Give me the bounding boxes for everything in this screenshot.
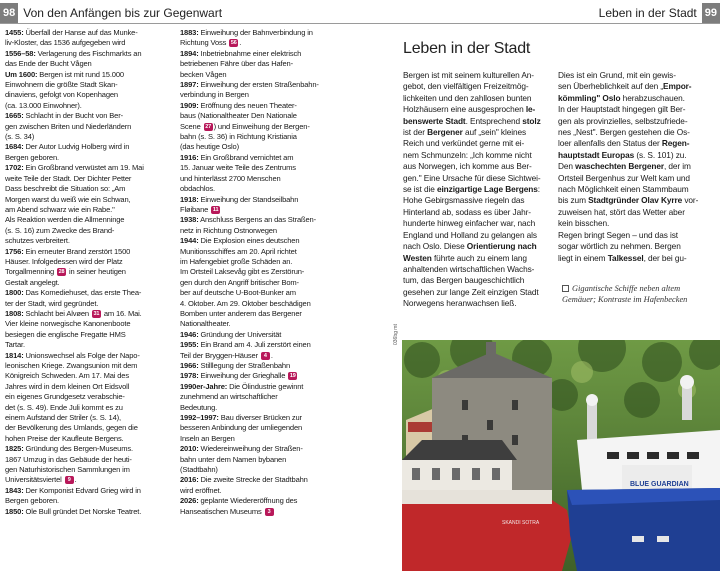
- timeline-text: Die Ölindustrie gewinnt zunehmend an wirtschaftlicher Bedeutung.: [180, 381, 304, 412]
- timeline-text: Ein Großbrand verwüstet am 19. Mai weite Teile der Stadt. Der Dichter Petter Dass beschreibt die Situation so: „Am Morgen warst du weiß wie ein Schwan, am Abend schwarz wie ein Rabe." Als Reaktion werden die Allmenninge (s. S. 16) zum Zwecke des Brand- schutzes verbreitert.: [5, 163, 144, 246]
- timeline-entry: [180, 444, 355, 475]
- map-reference-badge: 4: [261, 352, 270, 360]
- map-reference-badge: 31: [93, 310, 100, 317]
- body-text: , der im Ortsteil Bergenhus zur Welt kam und nach Möglichkeit einen Stammbaum bis zum: [558, 161, 691, 206]
- timeline-year: 1916:: [180, 152, 199, 162]
- timeline-text: Unionswechsel als Folge der Napo- leonischen Kriege. Zwangsunion mit dem Königreich Schweden. Am 17. Mai des Jahres wird in dem kleinen Ort Eidsvoll ein eigenes Grundgesetz verabschie- det (s. S. 49). Ende Juli kommt es zu einem Aufstand der Striler (s. S. 14), der Bevölkerung des Umlands, gegen die hohen Preise der Kaufleute Bergens.: [5, 350, 140, 443]
- timeline-entry: [180, 330, 355, 340]
- highlighted-text: le- benswerte Stadt: [403, 104, 536, 126]
- timeline-entry: [5, 163, 170, 246]
- timeline-text: Der Autor Ludvig Holberg wird in Bergen geboren.: [5, 142, 130, 162]
- photo-credit: 036bg mt: [393, 324, 399, 345]
- ship-left-name: SKANDI SOTRA: [502, 520, 540, 526]
- map-reference-badge: 11: [212, 206, 219, 213]
- timeline-year: 2010:: [180, 444, 199, 454]
- timeline-year: 1955:: [180, 340, 199, 350]
- map-reference-badge: 9: [65, 476, 74, 484]
- map-reference-badge: 56: [230, 40, 237, 47]
- timeline-year: 1702:: [5, 163, 24, 173]
- timeline-text: Einweihung der Bahnverbindung in Richtung Voss: [180, 28, 313, 48]
- timeline-column-2: [180, 28, 355, 517]
- timeline-entry: [180, 195, 355, 216]
- harbour-illustration: [402, 340, 720, 571]
- timeline-text-cont: in seiner heutigen Gestalt angelegt.: [5, 267, 126, 287]
- timeline-year: 1455:: [5, 28, 24, 37]
- timeline-year: 1946:: [180, 329, 199, 339]
- timeline-year: 1978:: [180, 371, 199, 381]
- timeline-year: 1918:: [180, 194, 199, 204]
- timeline-text-cont: .: [239, 38, 242, 48]
- timeline-entry: [5, 142, 170, 163]
- timeline-entry: [5, 70, 170, 112]
- timeline-entry: [180, 371, 355, 381]
- map-reference-badge: 27: [205, 123, 212, 130]
- timeline-text: Ein erneuter Brand zerstört 1500 Häuser. Infolgedessen wird der Platz Torgallmenning: [5, 246, 131, 277]
- timeline-entry: [180, 80, 355, 101]
- page-number-right: 99: [702, 3, 720, 23]
- timeline-year: 1850:: [5, 506, 24, 516]
- timeline-text: Bau diverser Brücken zur besseren Anbindung der umliegenden Inseln an Bergen: [180, 413, 303, 443]
- timeline-text: Einweihung der ersten Straßenbahn- verbindung in Bergen: [180, 80, 319, 100]
- map-reference-badge: 28: [58, 269, 65, 276]
- timeline-text: Schlacht in der Bucht von Ber- gen zwischen Briten und Niederländern (s. S. 34): [5, 111, 132, 142]
- body-text: ist der: [403, 127, 425, 138]
- highlighted-text: waschechten Bergener: [575, 161, 664, 172]
- timeline-year: 1966:: [180, 361, 199, 370]
- article-column-left: [403, 70, 551, 310]
- timeline-year: 1756:: [5, 246, 24, 256]
- timeline-text: Eröffnung des neuen Theater- baus (Nationaltheater Den Nationale Scene: [180, 100, 297, 131]
- page-header-left: [0, 2, 360, 24]
- page-header-right: [360, 2, 720, 24]
- timeline-entry: [5, 351, 170, 445]
- timeline-year: 1843:: [5, 485, 24, 495]
- timeline-entry: [180, 361, 355, 371]
- timeline-year: 1992–1997:: [180, 413, 219, 423]
- body-text: (s. S. 101) zu. Den: [558, 149, 687, 172]
- chapter-title-right: Leben in der Stadt: [598, 5, 697, 20]
- highlighted-text: Empor- kömmling" Oslo: [558, 81, 692, 103]
- timeline-text: Stilllegung der Straßenbahn: [198, 361, 291, 370]
- timeline-year: 1944:: [180, 236, 199, 246]
- timeline-entry: [5, 288, 170, 309]
- body-text: , der bei gu-: [643, 252, 687, 263]
- timeline-year: 1894:: [180, 48, 199, 58]
- timeline-year: 1938:: [180, 215, 199, 225]
- timeline-year: 2016:: [180, 475, 199, 485]
- timeline-text: Die zweite Strecke der Stadtbahn wird eröffnet.: [180, 475, 308, 495]
- caption-arrow-icon: [562, 285, 569, 292]
- timeline-year: Um 1600:: [5, 69, 38, 79]
- timeline-text: Bergen ist mit rund 15.000 Einwohnern die größte Stadt Skan- dinaviens, gefolgt von Kopenhagen (ca. 13.000 Einwohner).: [5, 69, 124, 110]
- body-text: führte auch zu einem lang anhaltenden wirtschaftlichen Wachs- tum, das Bergen baugeschichtlich gesehen zur lange Zeit einzigen Stadt Norwegens heranwachsen ließ.: [403, 252, 539, 309]
- highlighted-text: stolz: [522, 115, 541, 126]
- timeline-text: Überfall der Hanse auf das Munke- liv-Kloster, das 1536 aufgegeben wird: [5, 28, 138, 48]
- timeline-text: Anschluss Bergens an das Straßen- netz in Richtung Ostnorwegen: [180, 215, 316, 235]
- timeline-text-cont: .: [74, 475, 77, 485]
- timeline-year: 2026:: [180, 496, 199, 506]
- harbour-photo: [402, 340, 720, 571]
- body-text: Bergen ist mit seinem kulturellen An- gebot, den vielfältigen Freizeitmög- lichkeiten und den zahllosen bunten Holzhäusern eine ausgesprochen: [403, 70, 534, 115]
- photo-caption: [562, 283, 712, 305]
- body-text: Dies ist ein Grund, mit ein gewis- sen Überheblichkeit auf den „: [558, 70, 676, 92]
- timeline-year: 1814:: [5, 350, 24, 360]
- article-column-right: [558, 70, 706, 264]
- timeline-year: 1556–58:: [5, 48, 36, 58]
- timeline-text: Ole Bull gründet Det Norske Teatret.: [23, 506, 142, 516]
- body-text: : Hohe Gebirgsmassive riegeln das Hinterland ab, sodass es über Jahr- hunderte hinweg einfacher war, nach England und Holland zu gelangen als nach Oslo. Diese: [403, 184, 540, 252]
- highlighted-text: Talkessel: [607, 252, 644, 263]
- timeline-entry: [180, 382, 355, 413]
- body-text: vor- zuweisen hat, stört das Wetter aber kein bisschen. Regen bringt Segen – und das ist sogar wörtlich zu nehmen. Bergen liegt in einem: [558, 195, 699, 263]
- highlighted-text: Stadtgründer Olav Kyrre: [588, 195, 683, 206]
- timeline-text: Inbetriebnahme einer elektrisch betriebenen Fähre über das Hafen- becken Vågen: [180, 48, 302, 79]
- timeline-entry: [5, 309, 170, 351]
- timeline-entry: [180, 340, 355, 361]
- highlighted-text: Orientierung nach Westen: [403, 241, 537, 263]
- timeline-year: 1665:: [5, 111, 24, 121]
- map-reference-badge: 3: [265, 508, 274, 516]
- map-reference-badge: 19: [289, 373, 296, 380]
- timeline-text: geplante Wiedereröffnung des Hanseatischen Museums: [180, 496, 298, 516]
- timeline-text: Gründung des Bergen-Museums. 1867 Umzug in das Gebäude der heuti- gen Naturhistorischen Sammlungen im Universitätsviertel: [5, 444, 133, 485]
- timeline-text: Schlacht bei Alvøen: [23, 308, 91, 318]
- timeline-text: Die Explosion eines deutschen Munitionsschiffes am 20. April richtet im Hafengebiet große Schäden an. Im Ortsteil Laksevåg gibt es Zerstörun- gen durch den Angriff britischer Bom- ber auf deutsche U-Boot-Bunker am 4. Oktober. Am 29. Oktober beschädigen Bomben unter anderem das Bergener Nationaltheater.: [180, 236, 311, 329]
- body-text: auf „sein" kleines Reich und verkündet gerne mit ei- nem Schmunzeln: „Ich komme nicht aus Norwegen, ich komme aus Ber- gen." Eine Ursache für diese Sichtwei- se ist die: [403, 127, 541, 195]
- timeline-entry: [5, 111, 170, 142]
- timeline-entry: [180, 28, 355, 49]
- timeline-year: 1684:: [5, 142, 24, 152]
- timeline-year: 1825:: [5, 444, 24, 454]
- chapter-title-left: Von den Anfängen bis zur Gegenwart: [23, 5, 223, 20]
- timeline-text: Der Komponist Edvard Grieg wird in Bergen geboren.: [5, 485, 141, 506]
- timeline-entry: [180, 215, 355, 236]
- timeline-entry: [5, 247, 170, 289]
- timeline-entry: [180, 49, 355, 80]
- timeline-entry: [180, 153, 355, 195]
- highlighted-text: einzigartige Lage Bergens: [436, 184, 538, 195]
- timeline-year: 1897:: [180, 80, 199, 90]
- timeline-entry: [5, 444, 170, 486]
- timeline-text-cont: .: [270, 350, 273, 360]
- timeline-text: Ein Brand am 4. Juli zerstört einen Teil der Bryggen-Häuser: [180, 340, 311, 360]
- timeline-entry: [180, 475, 355, 496]
- ship-right-name: BLUE GUARDIAN: [630, 481, 689, 488]
- timeline-text: Gründung der Universität: [198, 329, 282, 339]
- timeline-year: 1800:: [5, 288, 24, 298]
- highlighted-text: Regen- hauptstadt Europas: [558, 138, 690, 160]
- body-text: . Entsprechend: [465, 115, 523, 126]
- timeline-text-cont: am 16. Mai. Vier kleine norwegische Kanonenboote besiegen die englische Fregatte HMS Tartar.: [5, 308, 142, 350]
- caption-text: Gigantische Schiffe neben altem Gemäuer; Kontraste im Hafenbecken: [562, 284, 688, 304]
- body-text: herabzuschauen. In der Hauptstadt hingegen gilt Ber- gen als provinzielles, selbstzufriede- nes „Nest". Bergen gestehen die Os- loer allenfalls den Status der: [558, 92, 690, 149]
- timeline-year: 1883:: [180, 28, 199, 37]
- timeline-text: Einweihung der Grieghalle: [198, 371, 288, 381]
- timeline-text: Verlagerung des Fischmarkts an das Ende der Bucht Vågen: [5, 48, 142, 69]
- page-number-left: 98: [0, 3, 18, 23]
- timeline-text: Wiedereinweihung der Straßen- bahn unter dem Namen bybanen (Stadtbahn): [180, 444, 303, 475]
- timeline-text: Das Komediehuset, das erste Thea- ter der Stadt, wird gegründet.: [5, 288, 142, 308]
- article-title: Leben in der Stadt: [403, 40, 531, 57]
- timeline-entry: [5, 28, 170, 49]
- timeline-entry: [5, 49, 170, 70]
- timeline-year: 1909:: [180, 100, 199, 110]
- timeline-text: Einweihung der Standseilbahn Fløibane: [180, 194, 299, 214]
- timeline-entry: [180, 496, 355, 517]
- highlighted-text: Bergener: [427, 127, 463, 138]
- timeline-entry: [180, 236, 355, 330]
- timeline-entry: [5, 507, 170, 517]
- timeline-entry: [5, 486, 170, 507]
- timeline-entry: [180, 413, 355, 444]
- timeline-column-1: [5, 28, 170, 517]
- timeline-text-cont: ) und Einweihung der Bergen- bahn (s. S. 36) in Richtung Kristiania (das heutige Oslo): [180, 121, 310, 152]
- timeline-year: 1990er-Jahre:: [180, 381, 228, 391]
- timeline-entry: [180, 101, 355, 153]
- timeline-year: 1808:: [5, 308, 24, 318]
- timeline-text: Ein Großbrand vernichtet am 15. Januar weite Teile des Zentrums und hinterlässt 2700 Menschen obdachlos.: [180, 152, 296, 194]
